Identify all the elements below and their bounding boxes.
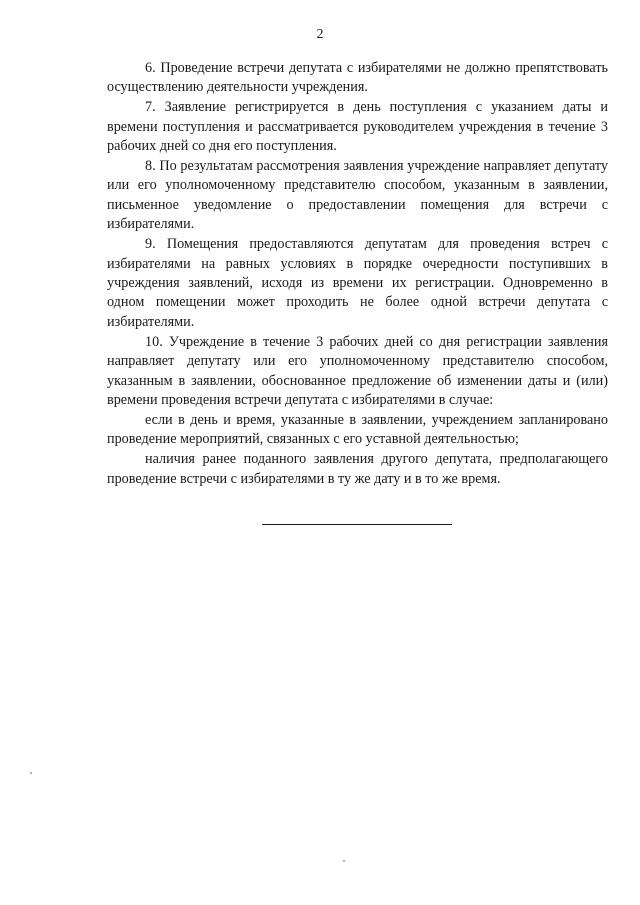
scan-speck — [30, 772, 32, 774]
document-body — [107, 59, 608, 489]
end-separator-line — [262, 524, 452, 525]
page-number: 2 — [316, 27, 324, 42]
paragraph-9: 9. Помещения предоставляются депутатам для проведения встреч с избирателями на равных условиях в порядке очередности поступивших в учреждения заявлений, исходя из времени их регистрации. Одновременно в одном помещении может проходить не более одной встречи депутата с избирателями. — [107, 236, 608, 330]
paragraph-10-case-2: наличия ранее поданного заявления другого депутата, предполагающего проведение встречи с избирателями в ту же дату и в то же время. — [107, 451, 608, 487]
scan-speck — [343, 860, 345, 862]
paragraph-7: 7. Заявление регистрируется в день поступления с указанием даты и времени поступления и рассматривается руководителем учреждения в течение 3 рабочих дней со дня его поступления. — [107, 99, 608, 155]
paragraph-10: 10. Учреждение в течение 3 рабочих дней со дня регистрации заявления направляет депутату или его уполномоченному представителю способом, указанным в заявлении, обоснованное предложение об изменении даты и (или) времени проведения встречи депутата с избирателями в случае: — [107, 333, 608, 408]
paragraph-8: 8. По результатам рассмотрения заявления учреждение направляет депутату или его уполномоченному представителю способом, указанным в заявлении, письменное уведомление о предоставлении помещения для встречи с избирателями. — [107, 158, 608, 233]
paragraph-10-case-1: если в день и время, указанные в заявлении, учреждением запланировано проведение мероприятий, связанных с его уставной деятельностью; — [107, 411, 608, 448]
paragraph-6: 6. Проведение встречи депутата с избирателями не должно препятствовать осуществлению деятельности учреждения. — [107, 60, 608, 96]
